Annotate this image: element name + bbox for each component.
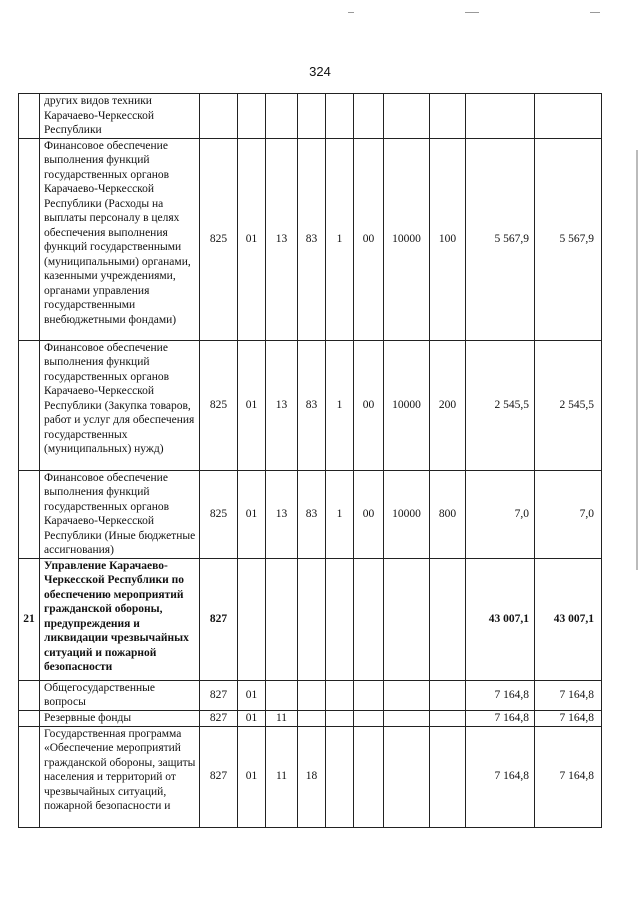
- scan-speck: [465, 12, 479, 13]
- code-direction: 10000: [384, 470, 430, 558]
- code-direction: [384, 94, 430, 139]
- code-pr: [266, 680, 298, 710]
- row-name: Финансовое обеспечение выполнения функций государственных органов Карачаево-Черкесской Республики (Иные бюджетные ассигнования): [40, 470, 200, 558]
- code-subprogram: 1: [326, 470, 354, 558]
- code-ved: 825: [200, 470, 238, 558]
- budget-table: [18, 93, 602, 828]
- code-group: [354, 558, 384, 680]
- code-rz: 01: [238, 470, 266, 558]
- amount-2: 7 164,8: [535, 680, 602, 710]
- code-group: 00: [354, 340, 384, 470]
- row-name: Финансовое обеспечение выполнения функций государственных органов Карачаево-Черкесской Республики (Расходы на выплаты персоналу в целях обеспечения выполнения функций государственными (муниципальными) органами, казенными учреждениями, органами управления государственными внебюджетными фондами): [40, 138, 200, 340]
- code-program: 18: [298, 726, 326, 827]
- code-pr: [266, 94, 298, 139]
- code-subprogram: [326, 710, 354, 726]
- code-ved: 827: [200, 558, 238, 680]
- code-rz: 01: [238, 710, 266, 726]
- amount-1: 43 007,1: [466, 558, 535, 680]
- amount-1: 7 164,8: [466, 710, 535, 726]
- row-number: [19, 680, 40, 710]
- row-name: Финансовое обеспечение выполнения функций государственных органов Карачаево-Черкесской Республики (Закупка товаров, работ и услуг для обеспечения государственных (муниципальных) нужд): [40, 340, 200, 470]
- table-row: [19, 726, 602, 827]
- amount-1: 2 545,5: [466, 340, 535, 470]
- code-ved: 827: [200, 726, 238, 827]
- code-pr: 13: [266, 470, 298, 558]
- table-row: [19, 558, 602, 680]
- code-subprogram: [326, 680, 354, 710]
- code-vr: [430, 680, 466, 710]
- row-number: [19, 726, 40, 827]
- table-body: [19, 94, 602, 828]
- code-direction: [384, 680, 430, 710]
- amount-2: 2 545,5: [535, 340, 602, 470]
- code-program: 83: [298, 470, 326, 558]
- code-direction: [384, 558, 430, 680]
- scan-edge: [636, 150, 638, 570]
- code-rz: 01: [238, 138, 266, 340]
- amount-1: 5 567,9: [466, 138, 535, 340]
- code-group: [354, 710, 384, 726]
- code-ved: 827: [200, 710, 238, 726]
- code-program: [298, 710, 326, 726]
- code-subprogram: [326, 726, 354, 827]
- code-group: [354, 680, 384, 710]
- code-subprogram: [326, 94, 354, 139]
- page-number: 324: [309, 64, 331, 79]
- code-subprogram: 1: [326, 138, 354, 340]
- row-name: Управление Карачаево-Черкесской Республики по обеспечению мероприятий гражданской обороны, предупреждения и ликвидации чрезвычайных ситуаций и пожарной безопасности: [40, 558, 200, 680]
- code-program: [298, 94, 326, 139]
- amount-2: [535, 94, 602, 139]
- table-row: [19, 680, 602, 710]
- scan-speck: [590, 12, 600, 13]
- row-number: [19, 94, 40, 139]
- code-program: [298, 558, 326, 680]
- code-vr: 800: [430, 470, 466, 558]
- amount-1: 7 164,8: [466, 680, 535, 710]
- code-pr: 11: [266, 710, 298, 726]
- table-row: [19, 470, 602, 558]
- code-subprogram: [326, 558, 354, 680]
- code-group: 00: [354, 470, 384, 558]
- code-subprogram: 1: [326, 340, 354, 470]
- row-number: [19, 138, 40, 340]
- amount-2: 7 164,8: [535, 726, 602, 827]
- code-direction: 10000: [384, 340, 430, 470]
- code-vr: [430, 726, 466, 827]
- code-direction: [384, 710, 430, 726]
- row-number: [19, 470, 40, 558]
- code-pr: [266, 558, 298, 680]
- amount-2: 5 567,9: [535, 138, 602, 340]
- code-ved: 825: [200, 138, 238, 340]
- code-pr: 11: [266, 726, 298, 827]
- amount-1: [466, 94, 535, 139]
- amount-1: 7,0: [466, 470, 535, 558]
- row-name: Общегосударственные вопросы: [40, 680, 200, 710]
- code-program: 83: [298, 340, 326, 470]
- code-pr: 13: [266, 138, 298, 340]
- amount-1: 7 164,8: [466, 726, 535, 827]
- code-ved: [200, 94, 238, 139]
- scan-speck: [348, 12, 354, 13]
- code-ved: 825: [200, 340, 238, 470]
- code-vr: [430, 558, 466, 680]
- table-row: [19, 340, 602, 470]
- amount-2: 7 164,8: [535, 710, 602, 726]
- code-pr: 13: [266, 340, 298, 470]
- row-number: [19, 710, 40, 726]
- code-rz: 01: [238, 680, 266, 710]
- code-program: 83: [298, 138, 326, 340]
- table-row: [19, 94, 602, 139]
- code-group: [354, 94, 384, 139]
- code-ved: 827: [200, 680, 238, 710]
- code-vr: [430, 94, 466, 139]
- code-vr: 200: [430, 340, 466, 470]
- code-vr: 100: [430, 138, 466, 340]
- table-row: [19, 138, 602, 340]
- code-group: [354, 726, 384, 827]
- code-rz: 01: [238, 726, 266, 827]
- code-group: 00: [354, 138, 384, 340]
- row-name: других видов техники Карачаево-Черкесской Республики: [40, 94, 200, 139]
- amount-2: 43 007,1: [535, 558, 602, 680]
- code-rz: 01: [238, 340, 266, 470]
- code-rz: [238, 558, 266, 680]
- code-vr: [430, 710, 466, 726]
- row-number: 21: [19, 558, 40, 680]
- row-number: [19, 340, 40, 470]
- code-direction: 10000: [384, 138, 430, 340]
- code-rz: [238, 94, 266, 139]
- table-row: [19, 710, 602, 726]
- code-program: [298, 680, 326, 710]
- row-name: Государственная программа «Обеспечение мероприятий гражданской обороны, защиты населения и территорий от чрезвычайных ситуаций, пожарной безопасности и: [40, 726, 200, 827]
- row-name: Резервные фонды: [40, 710, 200, 726]
- amount-2: 7,0: [535, 470, 602, 558]
- code-direction: [384, 726, 430, 827]
